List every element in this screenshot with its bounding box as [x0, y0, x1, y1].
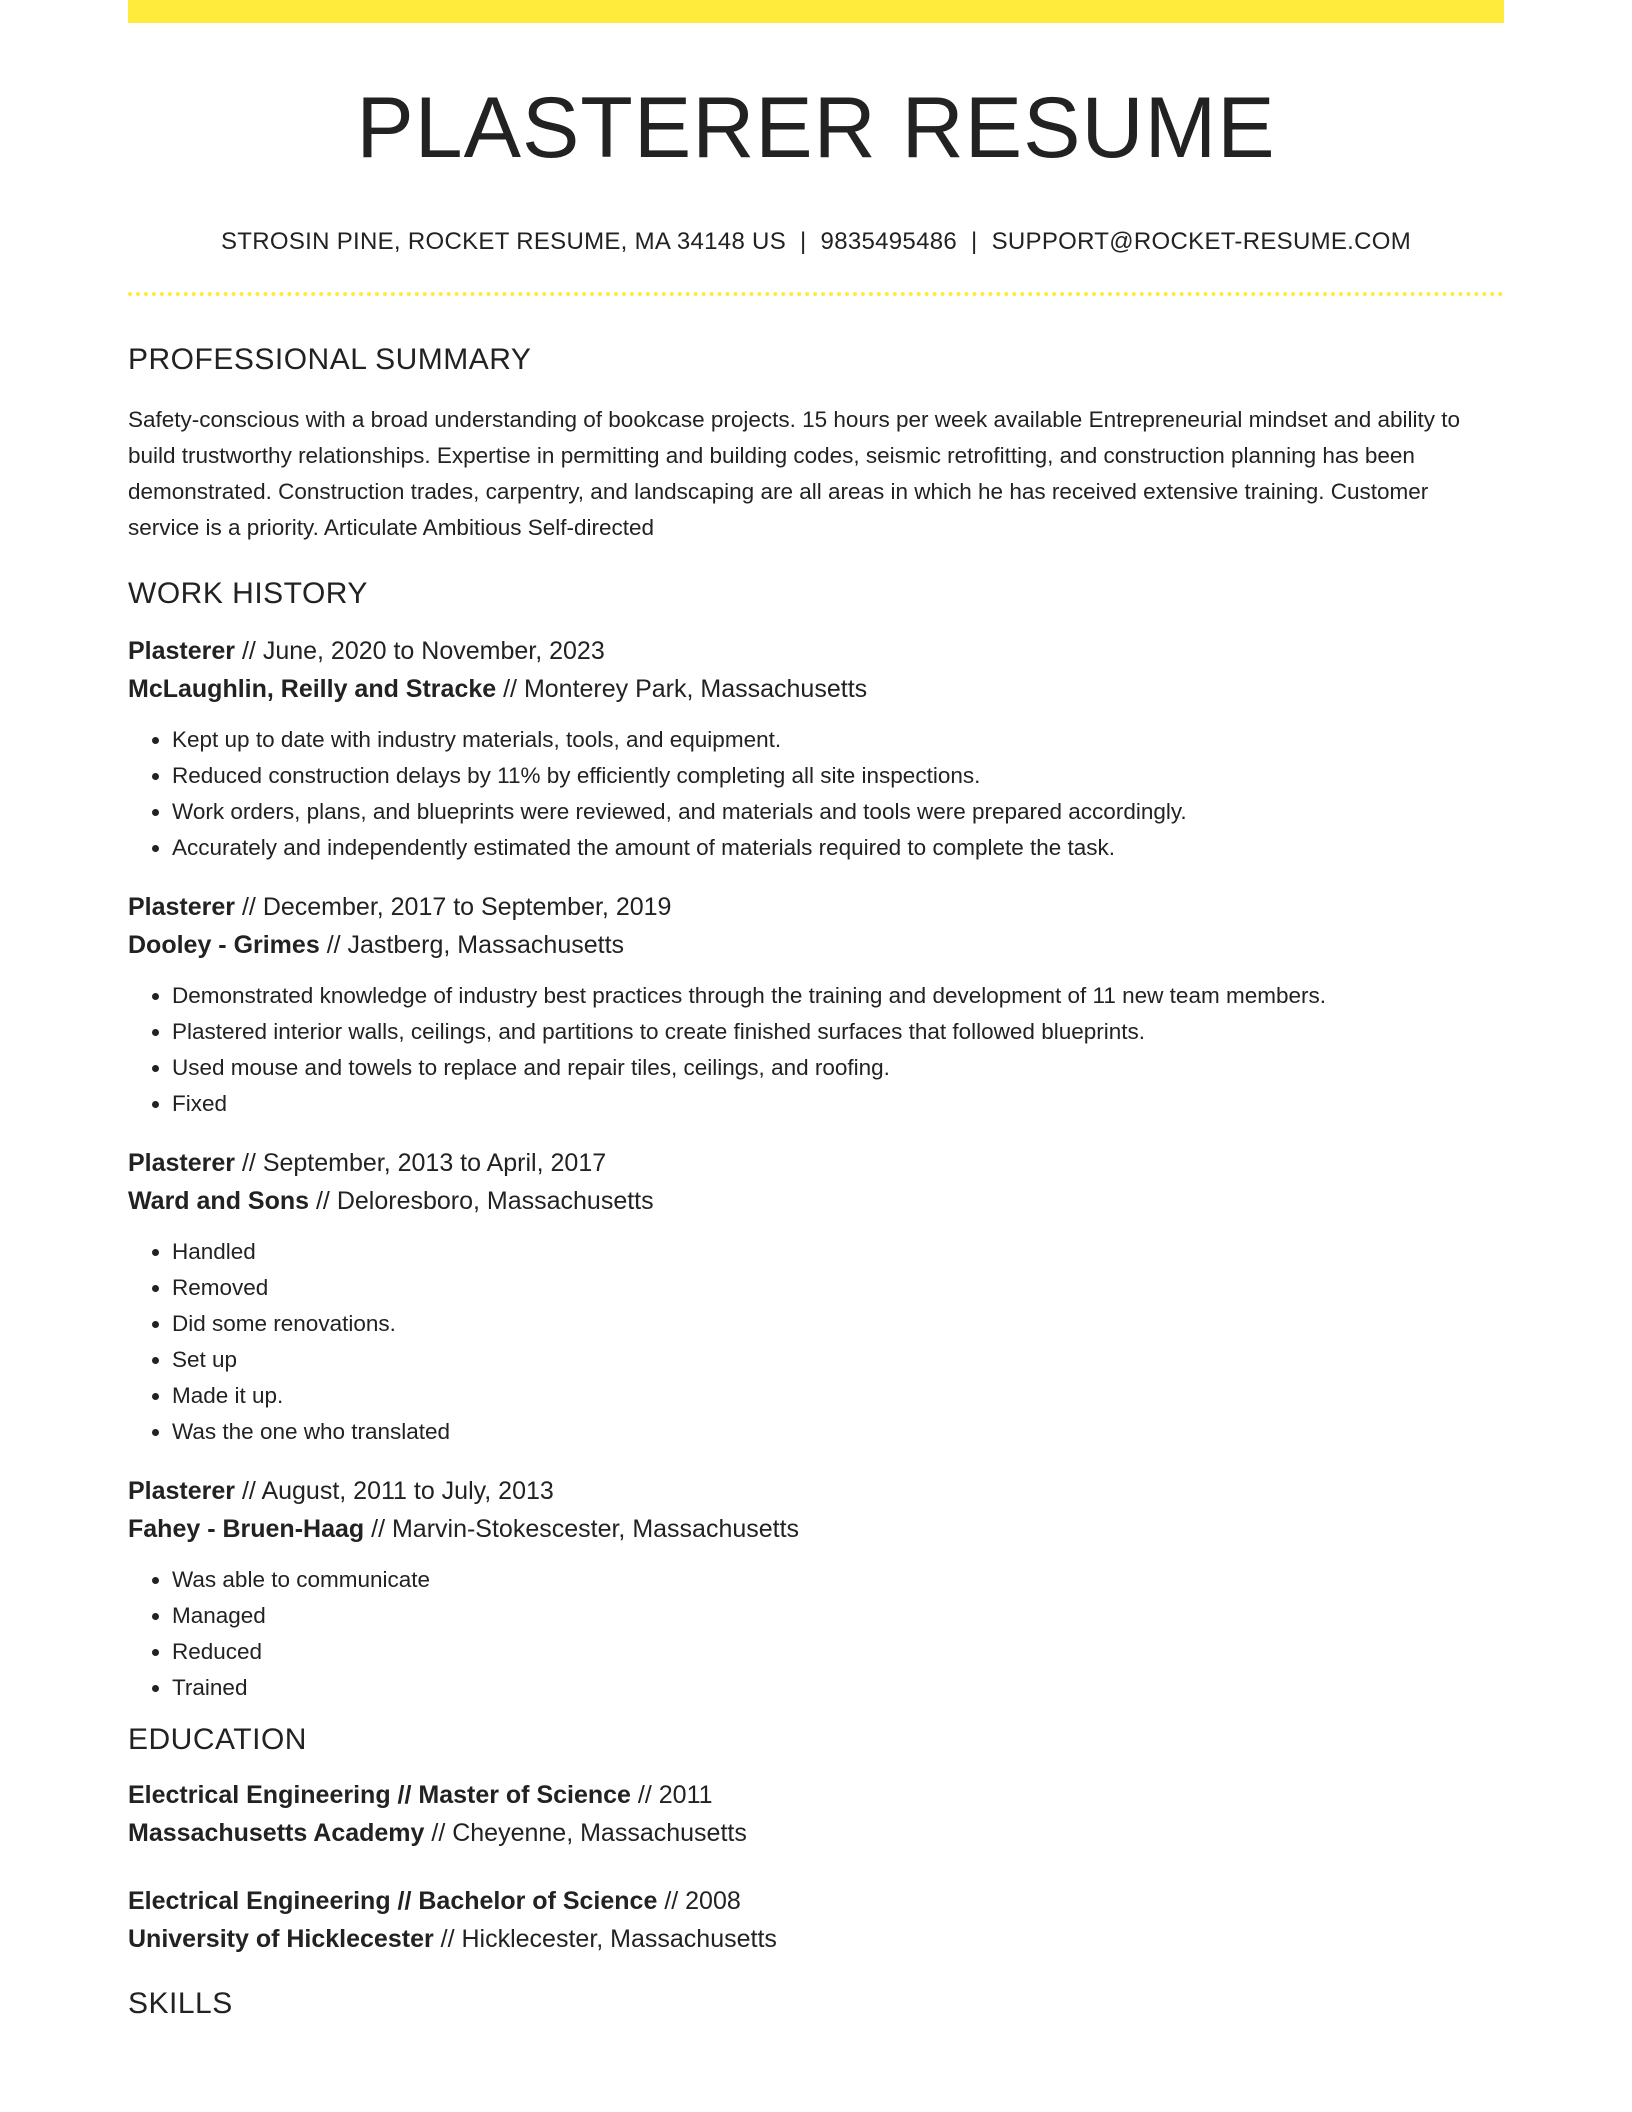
list-item: • Did some renovations.: [172, 1306, 1504, 1342]
contact-phone: 9835495486: [820, 227, 958, 255]
job-title: Plasterer: [128, 636, 236, 665]
list-item: • Trained: [172, 1670, 1504, 1706]
dotted-divider: [128, 292, 1504, 296]
education-school: Massachusetts Academy: [128, 1818, 425, 1847]
job-dates: // August, 2011 to July, 2013: [241, 1476, 554, 1505]
education-entry: [128, 1776, 1504, 1852]
education-entry: [128, 1882, 1504, 1958]
education-year: // 2008: [664, 1886, 741, 1915]
list-item: • Work orders, plans, and blueprints were reviewed, and materials and tools were prepared accordingly.: [172, 794, 1504, 830]
education-location: // Hicklecester, Massachusetts: [440, 1924, 777, 1953]
job-dates: // June, 2020 to November, 2023: [241, 636, 605, 665]
contact-line: [128, 228, 1504, 256]
list-item: • Was able to communicate: [172, 1562, 1504, 1598]
job-dates: // December, 2017 to September, 2019: [241, 892, 672, 921]
job-company: Ward and Sons: [128, 1186, 310, 1215]
page-title: PLASTERER RESUME: [356, 80, 1276, 176]
job-bullets: [128, 1562, 1504, 1706]
job-title: Plasterer: [128, 892, 236, 921]
contact-separator: |: [971, 227, 978, 255]
list-item: • Set up: [172, 1342, 1504, 1378]
job-bullets: [128, 978, 1504, 1122]
education-degree: Electrical Engineering // Master of Science: [128, 1780, 631, 1809]
list-item: • Reduced construction delays by 11% by efficiently completing all site inspections.: [172, 758, 1504, 794]
education-degree-line: [128, 1882, 1504, 1920]
job-location: // Monterey Park, Massachusetts: [503, 674, 868, 703]
job-bullets: [128, 722, 1504, 866]
list-item: • Fixed: [172, 1086, 1504, 1122]
job-company: McLaughlin, Reilly and Stracke: [128, 674, 497, 703]
job-entry: [128, 1472, 1504, 1706]
list-item: • Made it up.: [172, 1378, 1504, 1414]
job-title: Plasterer: [128, 1148, 236, 1177]
job-title-line: [128, 888, 1504, 926]
education-heading: EDUCATION: [128, 1722, 307, 1756]
work-history-heading: WORK HISTORY: [128, 576, 368, 610]
job-company: Fahey - Bruen-Haag: [128, 1514, 365, 1543]
education-year: // 2011: [637, 1780, 713, 1809]
job-title-line: [128, 1144, 1504, 1182]
job-location: // Deloresboro, Massachusetts: [315, 1186, 654, 1215]
job-company-line: [128, 1182, 1504, 1220]
job-title-line: [128, 1472, 1504, 1510]
contact-email: SUPPORT@ROCKET-RESUME.COM: [991, 227, 1412, 255]
education-school: University of Hicklecester: [128, 1924, 434, 1953]
education-degree: Electrical Engineering // Bachelor of Science: [128, 1886, 658, 1915]
skills-heading: SKILLS: [128, 1986, 233, 2020]
education-location: // Cheyenne, Massachusetts: [431, 1818, 747, 1847]
job-entry: [128, 888, 1504, 1122]
job-company-line: [128, 926, 1504, 964]
job-company-line: [128, 1510, 1504, 1548]
list-item: • Accurately and independently estimated the amount of materials required to complete the task.: [172, 830, 1504, 866]
list-item: • Handled: [172, 1234, 1504, 1270]
top-accent-bar: [128, 0, 1504, 23]
education-school-line: [128, 1814, 1504, 1852]
list-item: • Managed: [172, 1598, 1504, 1634]
contact-address: STROSIN PINE, ROCKET RESUME, MA 34148 US: [220, 227, 786, 255]
list-item: • Plastered interior walls, ceilings, and partitions to create finished surfaces that followed blueprints.: [172, 1014, 1504, 1050]
job-entry: [128, 1144, 1504, 1450]
job-company-line: [128, 670, 1504, 708]
education-degree-line: [128, 1776, 1504, 1814]
list-item: • Used mouse and towels to replace and repair tiles, ceilings, and roofing.: [172, 1050, 1504, 1086]
list-item: • Removed: [172, 1270, 1504, 1306]
job-title-line: [128, 632, 1504, 670]
job-dates: // September, 2013 to April, 2017: [241, 1148, 607, 1177]
job-location: // Marvin-Stokescester, Massachusetts: [371, 1514, 800, 1543]
summary-heading: PROFESSIONAL SUMMARY: [128, 342, 532, 376]
list-item: • Reduced: [172, 1634, 1504, 1670]
resume-page: [128, 0, 1504, 2022]
list-item: • Demonstrated knowledge of industry best practices through the training and development of 11 new team members.: [172, 978, 1504, 1014]
contact-separator: |: [800, 227, 807, 255]
job-entry: [128, 632, 1504, 866]
list-item: • Was the one who translated: [172, 1414, 1504, 1450]
summary-text: Safety-conscious with a broad understanding of bookcase projects. 15 hours per week available Entrepreneurial mindset and ability to build trustworthy relationships. Expertise in permitting and building codes, seismic retrofitting, and construction planning has been demonstrated. Construction trades, carpentry, and landscaping are all areas in which he has received extensive training. Customer service is a priority. Articulate Ambitious Self-directed: [128, 406, 1461, 540]
education-school-line: [128, 1920, 1504, 1958]
job-location: // Jastberg, Massachusetts: [326, 930, 625, 959]
list-item: • Kept up to date with industry materials, tools, and equipment.: [172, 722, 1504, 758]
job-company: Dooley - Grimes: [128, 930, 320, 959]
job-title: Plasterer: [128, 1476, 236, 1505]
job-bullets: [128, 1234, 1504, 1450]
